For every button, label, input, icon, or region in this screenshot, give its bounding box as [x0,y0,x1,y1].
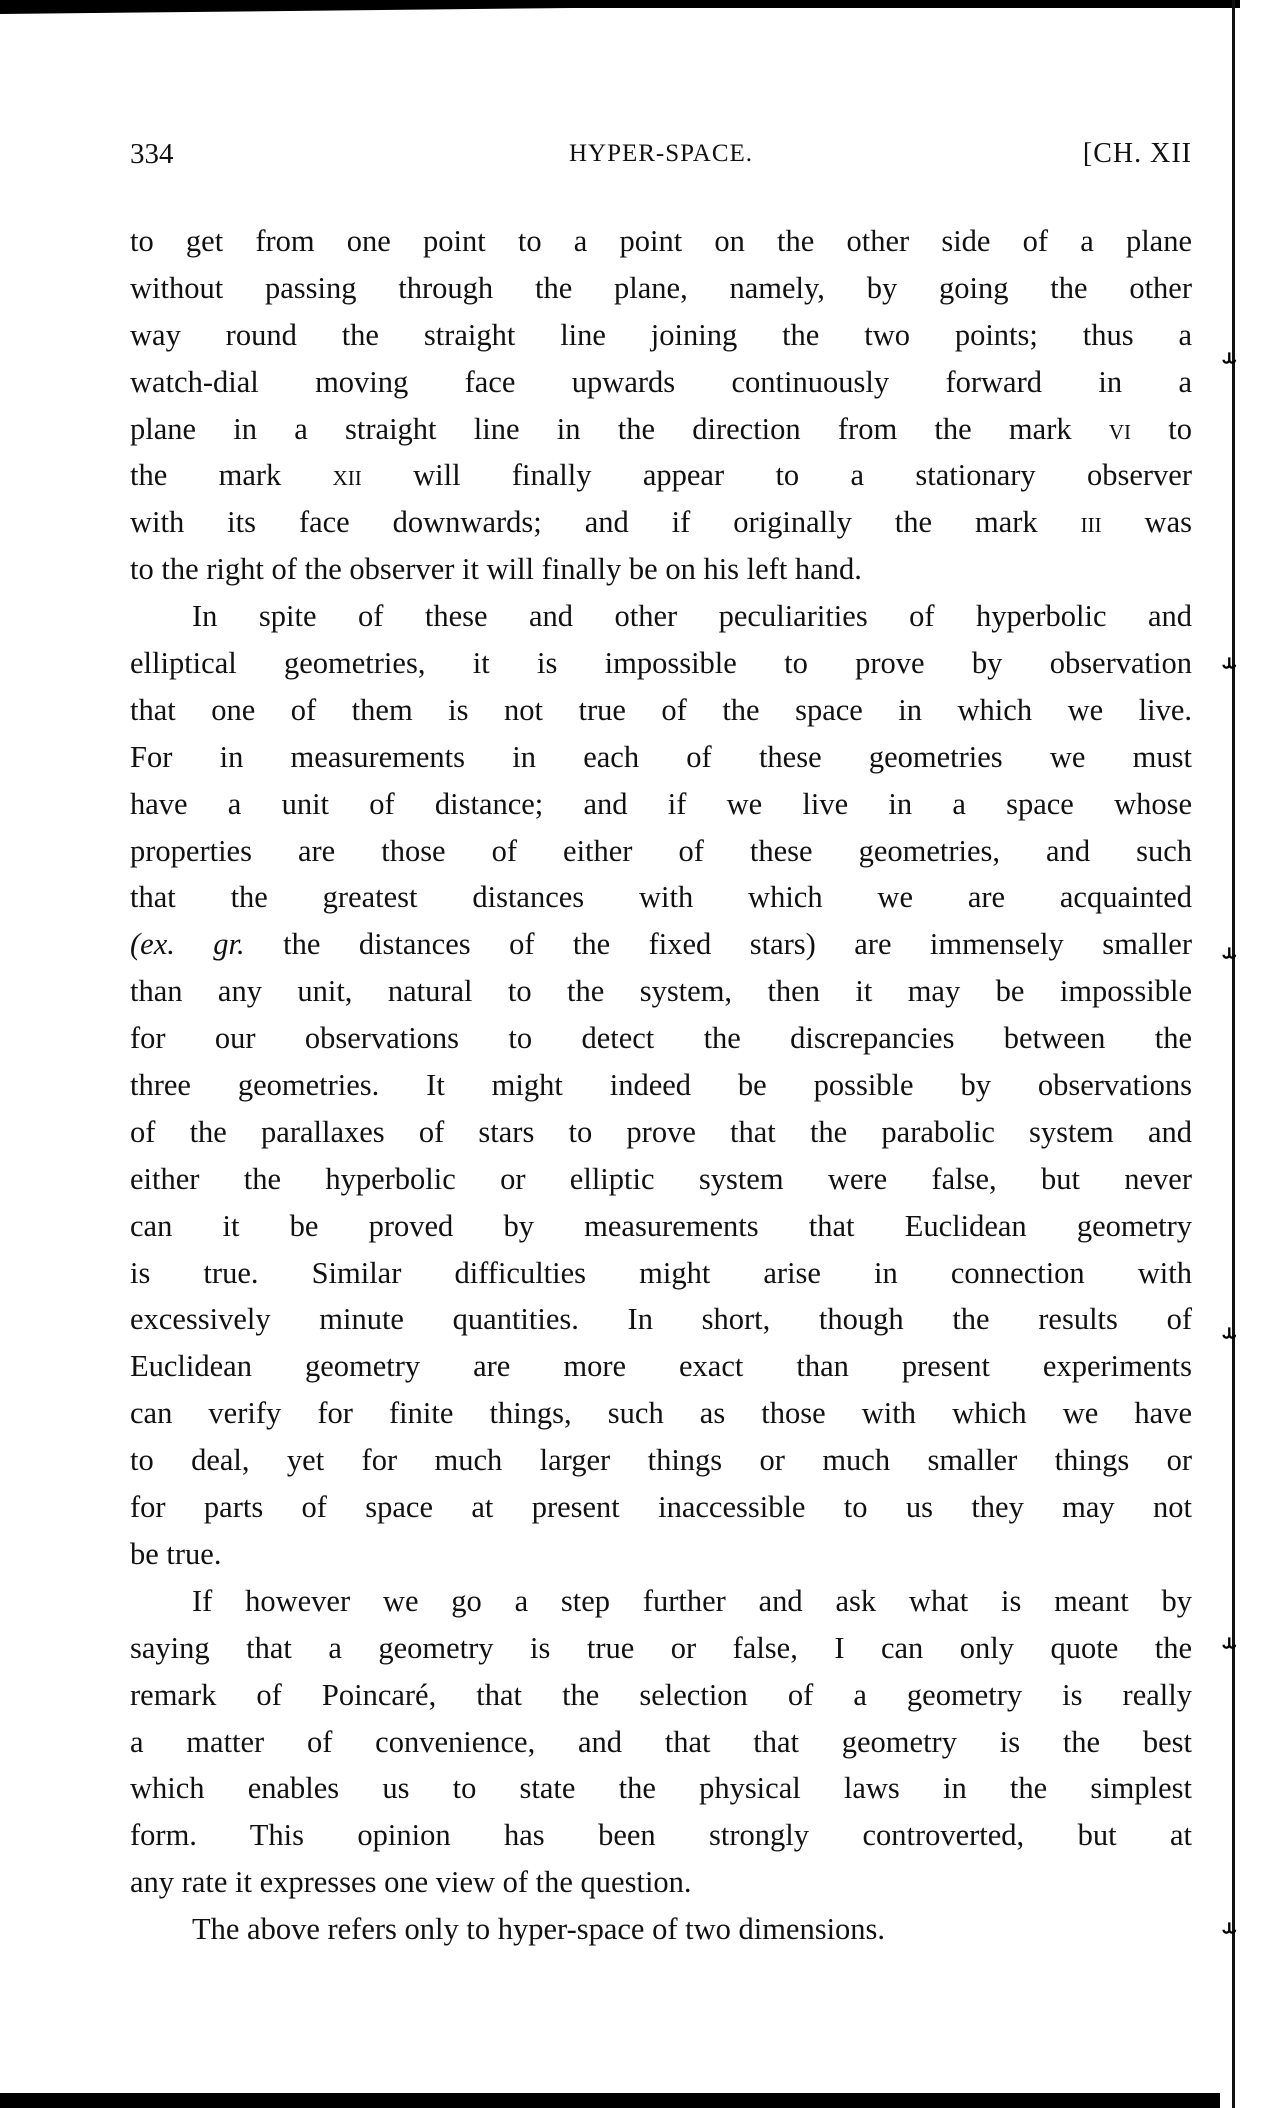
text-line [130,1812,1192,1859]
text-line [130,546,1192,593]
text-span: of the parallaxes of stars to prove that the parabolic system and [130,1114,1192,1149]
text-span: way round the straight line joining the two points; thus a [130,317,1192,352]
small-caps-numeral: xii [332,458,362,493]
text-line [130,265,1192,312]
text-span: If however we go a step further and ask what is meant by [192,1583,1192,1618]
binding-stitch-mark: ⥿ [1220,650,1239,675]
text-line [130,312,1192,359]
text-line [130,921,1192,968]
text-span: have a unit of distance; and if we live in a space whose [130,786,1192,821]
page-body [130,218,1192,1953]
text-line [130,687,1192,734]
binding-stitch-mark: ⥿ [1220,345,1239,370]
text-span: for our observations to detect the discrepancies between the [130,1021,1192,1056]
text-span: was [1101,505,1192,540]
text-line [130,1719,1192,1766]
text-span: the distances of the fixed stars) are immensely smaller [244,927,1192,962]
text-line [130,1343,1192,1390]
scan-bottom-edge [0,2093,1220,2108]
text-span: with its face downwards; and if originally the mark [130,505,1081,540]
page-number: 334 [130,138,174,170]
text-span: to [1131,411,1192,446]
text-line [130,1906,1192,1953]
italic-text: (ex. gr. [130,927,245,962]
text-line [130,1015,1192,1062]
small-caps-numeral: iii [1080,505,1102,540]
text-span: any rate it expresses one view of the question. [130,1865,692,1900]
binding-stitch-mark: ⥿ [1220,1320,1239,1345]
text-line [130,1062,1192,1109]
text-span: a matter of convenience, and that that geometry is the best [130,1724,1192,1759]
text-span: either the hyperbolic or elliptic system were false, but never [130,1161,1192,1196]
text-line [130,359,1192,406]
text-span: the mark [130,458,333,493]
small-caps-numeral: vi [1108,411,1132,446]
text-span: that one of them is not true of the space in which we live. [130,692,1192,727]
text-line [130,452,1192,499]
text-span: can it be proved by measurements that Euclidean geometry [130,1208,1192,1243]
text-span: that the greatest distances with which we are acquainted [130,880,1192,915]
text-span: is true. Similar difficulties might arise in connection with [130,1255,1192,1290]
text-span: properties are those of either of these geometries, and such [130,833,1192,868]
running-header [130,138,1192,178]
text-line [130,1390,1192,1437]
text-line [130,1625,1192,1672]
text-line [130,1203,1192,1250]
text-span: to the right of the observer it will finally be on his left hand. [130,552,862,587]
binding-edge-line [1232,0,1235,2108]
text-span: In spite of these and other peculiarities of hyperbolic and [192,599,1192,634]
chapter-label: [CH. XII [1082,138,1192,169]
text-span: which enables us to state the physical laws in the simplest [130,1771,1192,1806]
binding-stitch-mark: ⥿ [1220,940,1239,965]
text-line [130,781,1192,828]
text-span: than any unit, natural to the system, then it may be impossible [130,974,1192,1009]
text-line [130,1672,1192,1719]
text-span: will finally appear to a stationary observer [361,458,1192,493]
text-line [130,1765,1192,1812]
text-span: be true. [130,1536,222,1571]
text-line [130,1531,1192,1578]
text-line [130,499,1192,546]
text-line [130,1484,1192,1531]
text-span: Euclidean geometry are more exact than present experiments [130,1349,1192,1384]
text-span: can verify for finite things, such as those with which we have [130,1396,1192,1431]
text-line [130,1859,1192,1906]
text-span: to get from one point to a point on the other side of a plane [130,224,1192,258]
text-line [130,593,1192,640]
text-span: elliptical geometries, it is impossible to prove by observation [130,646,1192,681]
text-line [130,874,1192,921]
text-span: excessively minute quantities. In short, though the results of [130,1302,1192,1337]
text-span: plane in a straight line in the direction from the mark [130,411,1109,446]
text-line [130,406,1192,453]
text-span: to deal, yet for much larger things or much smaller things or [130,1443,1192,1478]
text-line [130,640,1192,687]
running-title: HYPER-SPACE. [568,140,754,167]
text-span: saying that a geometry is true or false, I can only quote the [130,1630,1192,1665]
text-span: remark of Poincaré, that the selection of a geometry is really [130,1677,1192,1712]
text-span: The above refers only to hyper-space of two dimensions. [192,1912,886,1947]
text-span: three geometries. It might indeed be possible by observations [130,1068,1192,1103]
text-span: watch-dial moving face upwards continuously forward in a [130,364,1192,399]
text-line [130,968,1192,1015]
text-line [130,1578,1192,1625]
text-line [130,1109,1192,1156]
text-line [130,1296,1192,1343]
binding-stitch-mark: ⥿ [1220,1915,1239,1940]
text-line [130,828,1192,875]
text-span: form. This opinion has been strongly controverted, but at [130,1818,1192,1853]
text-line [130,1156,1192,1203]
binding-stitch-mark: ⥿ [1220,1630,1239,1655]
text-span: For in measurements in each of these geometries we must [130,739,1192,774]
text-line [130,218,1192,265]
text-line [130,1437,1192,1484]
text-span: for parts of space at present inaccessible to us they may not [130,1490,1192,1525]
text-line [130,1250,1192,1297]
text-span: without passing through the plane, namely, by going the other [130,270,1192,305]
text-line [130,734,1192,781]
